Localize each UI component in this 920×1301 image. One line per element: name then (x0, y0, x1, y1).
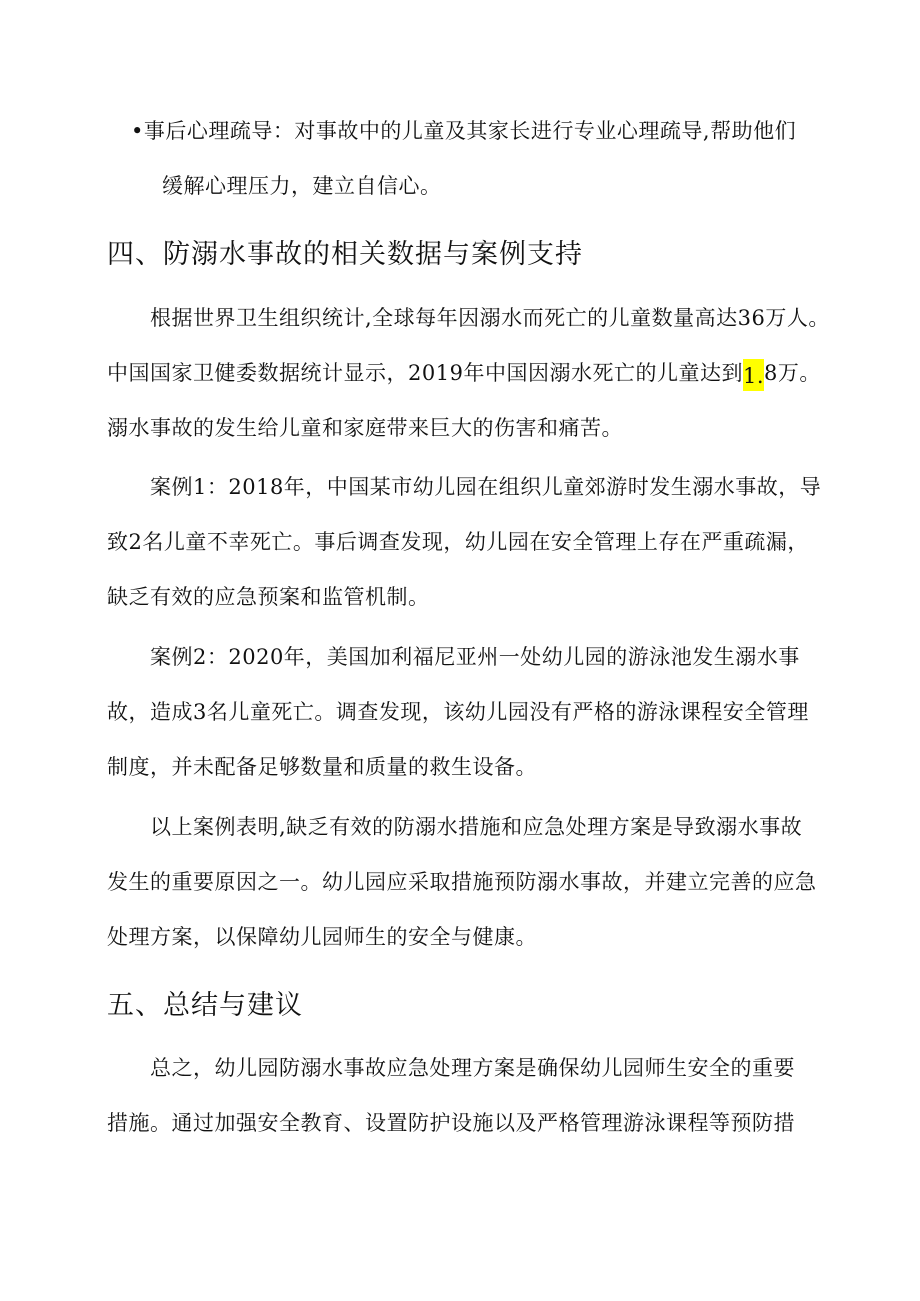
case-2-line-2: 故，造成3名儿童死亡。调查发现，该幼儿园没有严格的游泳课程安全管理 (107, 700, 809, 724)
case-1-line-3: 缺乏有效的应急预案和监管机制。 (107, 585, 430, 609)
para-text: 中国国家卫健委数据统计显示，2019年中国因溺水死亡的儿童达到 (107, 361, 743, 385)
bullet-marker: • (131, 119, 144, 143)
section-4-heading: 四、防溺水事故的相关数据与案例支持 (107, 239, 583, 270)
case-1-line-1: 案例1：2018年，中国某市幼儿园在组织儿童郊游时发生溺水事故，导 (150, 475, 822, 499)
conclusion-line-2: 发生的重要原因之一。幼儿园应采取措施预防溺水事故，并建立完善的应急 (107, 870, 817, 894)
bullet-item-line-2: 缓解心理压力，建立自信心。 (162, 174, 442, 198)
section-4-para-1-line-3: 溺水事故的发生给儿童和家庭带来巨大的伤害和痛苦。 (107, 416, 623, 440)
section-5-para-1-line-1: 总之，幼儿园防溺水事故应急处理方案是确保幼儿园师生安全的重要 (150, 1056, 795, 1080)
case-1-line-2: 致2名儿童不幸死亡。事后调查发现，幼儿园在安全管理上存在严重疏漏， (107, 530, 809, 554)
section-4-para-1-line-2 (107, 358, 821, 391)
case-2-line-1: 案例2：2020年，美国加利福尼亚州一处幼儿园的游泳池发生溺水事 (150, 645, 800, 669)
case-2-line-3: 制度，并未配备足够数量和质量的救生设备。 (107, 755, 537, 779)
bullet-item-line-1 (131, 116, 796, 146)
highlighted-text: 1. (743, 359, 764, 391)
section-5-para-1-line-2: 措施。通过加强安全教育、设置防护设施以及严格管理游泳课程等预防措 (107, 1111, 795, 1135)
bullet-text: 事后心理疏导：对事故中的儿童及其家长进行专业心理疏导,帮助他们 (143, 119, 797, 143)
section-4-para-1-line-1: 根据世界卫生组织统计,全球每年因溺水而死亡的儿童数量高达36万人。 (150, 306, 830, 330)
para-text: 8万。 (764, 361, 821, 385)
section-5-heading: 五、总结与建议 (107, 990, 303, 1021)
conclusion-line-1: 以上案例表明,缺乏有效的防溺水措施和应急处理方案是导致溺水事故 (150, 815, 803, 839)
conclusion-line-3: 处理方案，以保障幼儿园师生的安全与健康。 (107, 925, 537, 949)
